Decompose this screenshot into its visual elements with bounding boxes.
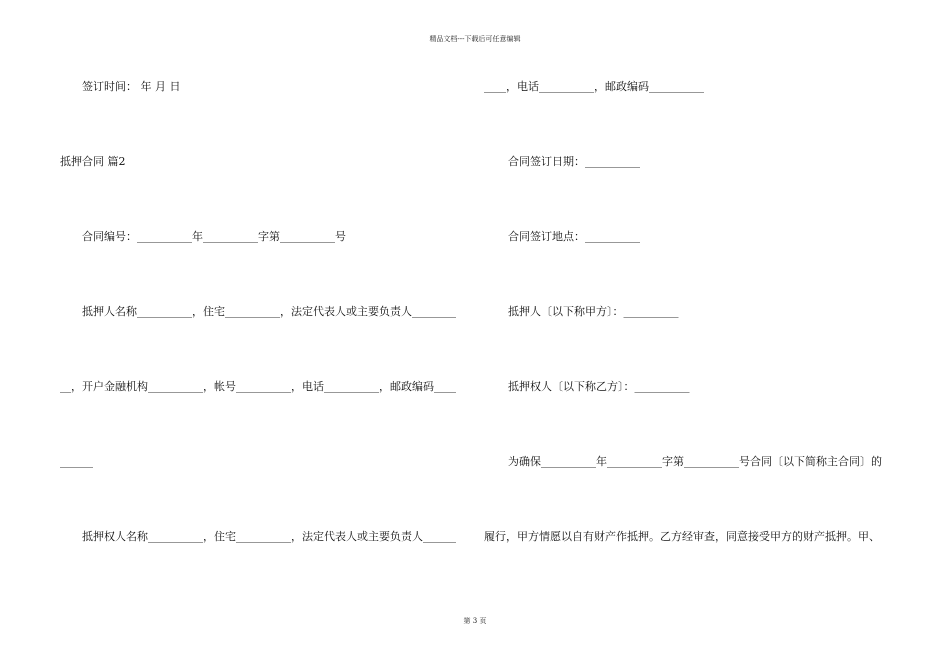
contract-sign-date-line: 合同签订日期：__________ [508,155,640,168]
performance-line: 履行，甲方情愿以自有财产作抵押。乙方经审查，同意接受甲方的财产抵押。甲、 [484,530,880,543]
contract-sign-place-line: 合同签订地点：__________ [508,230,640,243]
page-header: 精品文档---下载后可任意编辑 [429,35,521,43]
mortgagor-bank-line: __，开户金融机构__________，帐号__________，电话__________，邮政编码____ [60,380,456,393]
party-a-line: 抵押人〔以下称甲方〕：__________ [508,305,679,318]
page-footer: 第 3 页 [463,617,487,625]
contract-number-line: 合同编号：__________年__________字第__________号 [82,230,346,243]
mortgagor-info-line: 抵押人名称__________，住宅__________，法定代表人或主要负责人________ [82,305,456,318]
purpose-line: 为确保__________年__________字第__________号合同〔以下简称主合同〕的 [508,455,882,468]
party-b-line: 抵押权人〔以下称乙方〕：__________ [508,380,690,393]
mortgagee-info-line: 抵押权人名称__________，住宅__________，法定代表人或主要负责人______ [82,530,456,543]
mortgagee-phone-line: ____，电话__________，邮政编码__________ [484,80,704,93]
section-title: 抵押合同 篇2 [60,155,126,168]
mortgagor-postcode-continuation: ______ [60,455,93,468]
signing-date-line: 签订时间： 年 月 日 [82,80,181,93]
